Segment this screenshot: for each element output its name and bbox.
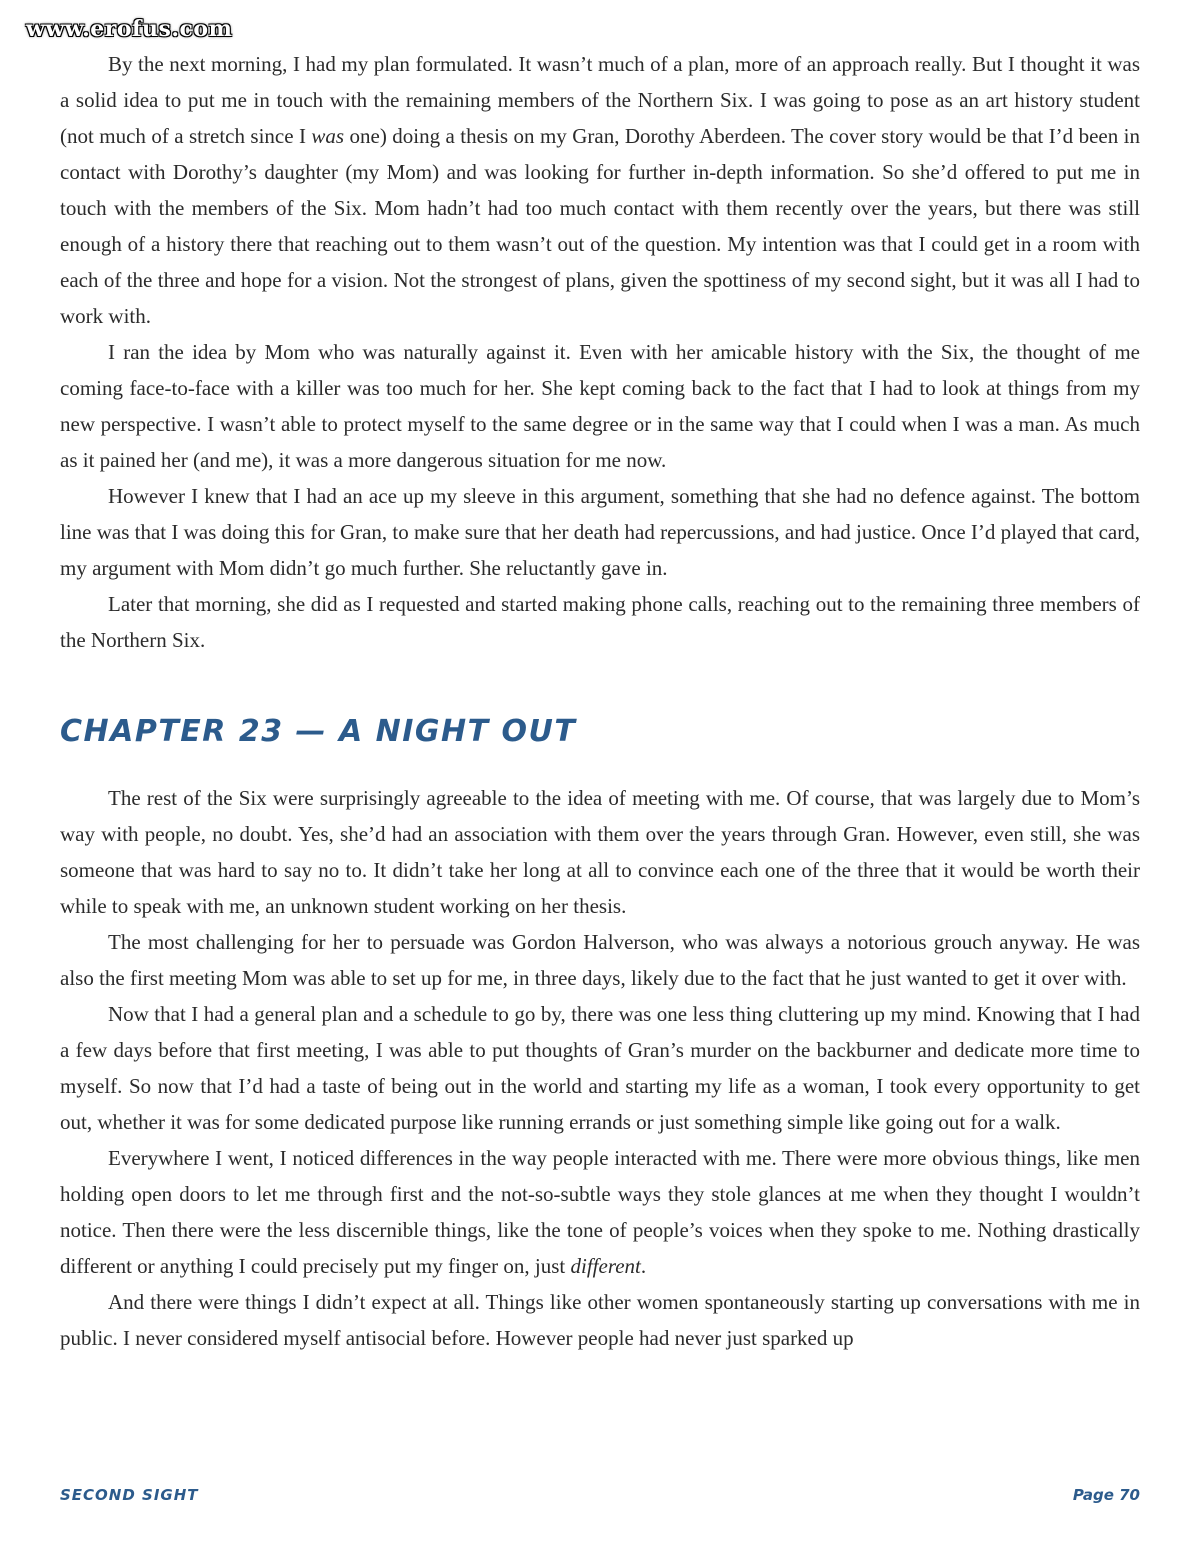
page-body xyxy=(60,46,1140,1356)
paragraph-differences-start: Everywhere I went, I noticed differences in the way people interacted with me. There were more obvious things, like men holding open doors to let me through first and the not-so-subtle ways they stole glances at me when they thought I wouldn’t notice. Then there were the less discernible things, like the tone of people’s voices when they spoke to me. Nothing drastically different or anything I could precisely put my finger on, just xyxy=(60,1146,1140,1278)
watermark-text: www.erofus.com xyxy=(26,16,233,42)
paragraph-plan-start: By the next morning, I had my plan formulated. It wasn’t much of a plan, more of an approach really. But I thought it was a solid idea to put me in touch with the remaining members of the Northern Six. I was going to pose as an art history student (not much of a stretch since I xyxy=(60,52,1140,148)
paragraph-halverson: The most challenging for her to persuade was Gordon Halverson, who was always a notorious grouch anyway. He was also the first meeting Mom was able to set up for me, in three days, likely due to the fact that he just wanted to get it over with. xyxy=(60,930,1140,990)
footer-page-number: Page 70 xyxy=(1072,1486,1140,1504)
paragraph-plan-italic: was xyxy=(311,124,345,148)
paragraph-plan-rest: one) doing a thesis on my Gran, Dorothy Aberdeen. The cover story would be that I’d been in contact with Dorothy’s daughter (my Mom) and was looking for further in-depth information. So she’d offered to put me in touch with the members of the Six. Mom hadn’t had too much contact with them recently over the years, but there was still enough of a history there that reaching out to them wasn’t out of the question. My intention was that I could get in a room with each of the three and hope for a vision. Not the strongest of plans, given the spottiness of my second sight, but it was all I had to work with. xyxy=(60,124,1141,328)
chapter-title: CHAPTER 23 — A NIGHT OUT xyxy=(60,714,577,749)
paragraph-ace: However I knew that I had an ace up my sleeve in this argument, something that she had no defence against. The bottom line was that I was doing this for Gran, to make sure that her death had repercussions, and had justice. Once I’d played that card, my argument with Mom didn’t go much further. She reluctantly gave in. xyxy=(60,484,1140,580)
paragraph-differences-end: . xyxy=(640,1254,647,1278)
paragraph-unexpected: And there were things I didn’t expect at all. Things like other women spontaneously starting up conversations with me in public. I never considered myself antisocial before. However people had never just sparked up xyxy=(60,1290,1140,1350)
paragraph-agreeable: The rest of the Six were surprisingly agreeable to the idea of meeting with me. Of course, that was largely due to Mom’s way with people, no doubt. Yes, she’d had an association with them over the years through Gran. However, even still, she was someone that was hard to say no to. It didn’t take her long at all to convince each one of the three that it would be worth their while to speak with me, an unknown student working on her thesis. xyxy=(60,786,1140,918)
footer-book-title: SECOND SIGHT xyxy=(60,1486,199,1504)
paragraph-schedule: Now that I had a general plan and a schedule to go by, there was one less thing cluttering up my mind. Knowing that I had a few days before that first meeting, I was able to put thoughts of Gran’s murder on the backburner and dedicate more time to myself. So now that I’d had a taste of being out in the world and starting my life as a woman, I took every opportunity to get out, whether it was for some dedicated purpose like running errands or just something simple like going out for a walk. xyxy=(60,1002,1140,1134)
paragraph-differences-italic: different xyxy=(570,1254,641,1278)
paragraph-differences xyxy=(60,1140,1140,1284)
paragraph-phone-calls: Later that morning, she did as I requested and started making phone calls, reaching out to the remaining three members of the Northern Six. xyxy=(60,592,1140,652)
paragraph-plan xyxy=(60,46,1140,334)
paragraph-mom-against: I ran the idea by Mom who was naturally against it. Even with her amicable history with the Six, the thought of me coming face-to-face with a killer was too much for her. She kept coming back to the fact that I had to look at things from my new perspective. I wasn’t able to protect myself to the same degree or in the same way that I could when I was a man. As much as it pained her (and me), it was a more dangerous situation for me now. xyxy=(60,340,1140,472)
